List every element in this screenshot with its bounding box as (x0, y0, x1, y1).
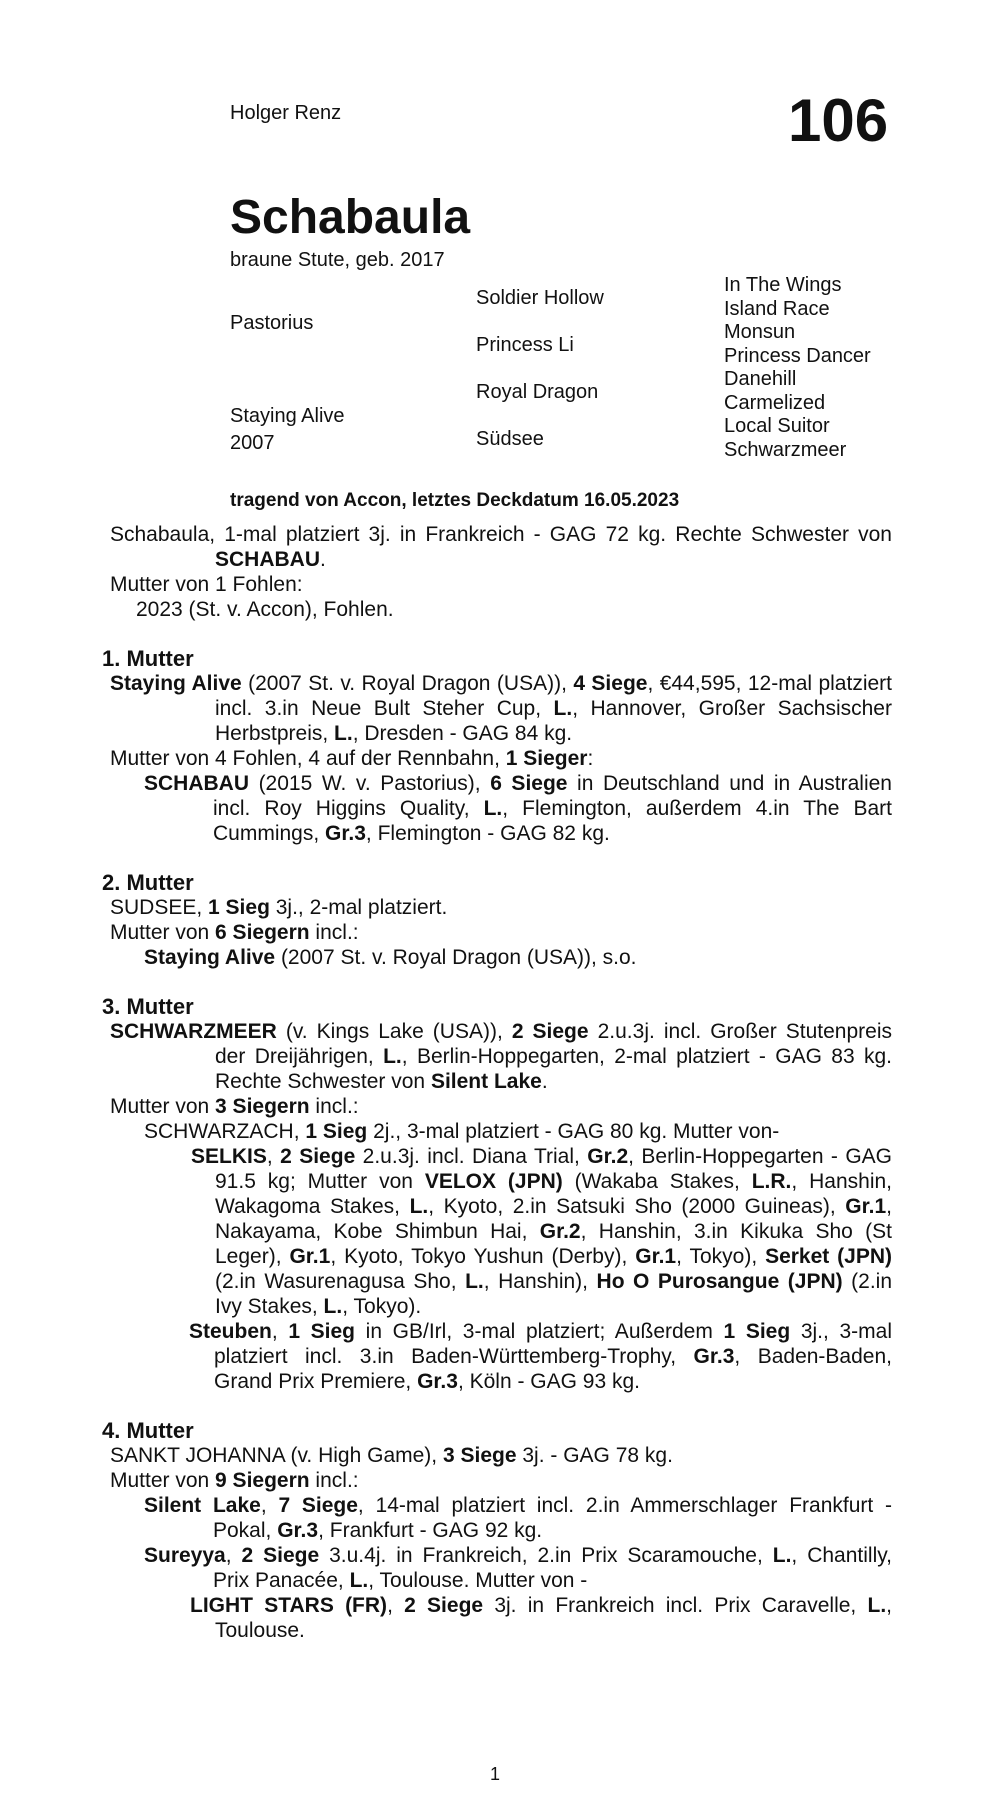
dam-3-grandoffspring-1: SELKIS, 2 Siege 2.u.3j. incl. Diana Trial, Gr.2, Berlin-Hoppegarten - GAG 91.5 kg; Mutter von VELOX (JPN) (Wakaba Stakes, L.R., Hanshin, Wakagoma Stakes, L., Kyoto, 2.in Satsuki Sho (2000 Guineas), Gr.1, Nakayama, Kobe Shimbun Hai, Gr.2, Hanshin, 3.in Kikuka Sho (St Leger), Gr.1, Kyoto, Tokyo Yushun (Derby), Gr.1, Tokyo), Serket (JPN) (2.in Wasurenagusa Sho, L., Hanshin), Ho O Purosangue (JPN) (2.in Ivy Stakes, L., Tokyo). (191, 1145, 893, 1318)
dam-4-record: SANKT JOHANNA (v. High Game), 3 Siege 3j. - GAG 78 kg. (110, 1444, 673, 1467)
horse-description: braune Stute, geb. 2017 (230, 249, 445, 271)
lot-number: 106 (788, 87, 889, 154)
dam-2-produce: Mutter von 6 Siegern incl.: (110, 921, 359, 944)
dam-1-record: Staying Alive (2007 St. v. Royal Dragon (USA)), 4 Siege, €44,595, 12-mal platziert incl. 3.in Neue Bult Steher Cup, L., Hannover, Großer Sachsischer Herbstpreis, L., Dresden - GAG 84 kg. (110, 672, 892, 745)
dam-3-grandoffspring-2: Steuben, 1 Sieg in GB/Irl, 3-mal platziert; Außerdem 1 Sieg 3j., 3-mal platziert incl. 3.in Baden-Württemberg-Trophy, Gr.3, Baden-Baden, Grand Prix Premiere, Gr.3, Köln - GAG 93 kg. (189, 1320, 893, 1393)
pedigree-dam-dam: Südsee (476, 428, 544, 450)
pedigree-ggp-3: Monsun (724, 321, 796, 343)
pedigree-dam-sire: Royal Dragon (476, 381, 599, 403)
produce-item: 2023 (St. v. Accon), Fohlen. (136, 598, 394, 621)
pedigree-ggp-2: Island Race (724, 298, 830, 320)
section-heading-2: 2. Mutter (102, 870, 194, 895)
dam-2-offspring: Staying Alive (2007 St. v. Royal Dragon (USA)), s.o. (144, 946, 637, 969)
dam-3-record: SCHWARZMEER (v. Kings Lake (USA)), 2 Siege 2.u.3j. incl. Großer Stutenpreis der Dreijährigen, L., Berlin-Hoppegarten, 2-mal platziert - GAG 83 kg. Rechte Schwester von Silent Lake. (110, 1020, 892, 1093)
dam-4-offspring-2: Sureyya, 2 Siege 3.u.4j. in Frankreich, 2.in Prix Scaramouche, L., Chantilly, Prix Panacée, L., Toulouse. Mutter von - (144, 1544, 893, 1592)
pedigree-ggp-7: Local Suitor (724, 415, 830, 437)
page-number: 1 (490, 1764, 501, 1784)
dam-4-grandoffspring-1: LIGHT STARS (FR), 2 Siege 3j. in Frankreich incl. Prix Caravelle, L., Toulouse. (190, 1594, 893, 1642)
seller-name: Holger Renz (230, 102, 342, 124)
dam-1-offspring: SCHABAU (2015 W. v. Pastorius), 6 Siege in Deutschland und in Australien incl. Roy Higgins Quality, L., Flemington, außerdem 4.in The Bart Cummings, Gr.3, Flemington - GAG 82 kg. (144, 772, 892, 845)
catalogue-text (102, 522, 893, 1643)
dam-3-produce: Mutter von 3 Siegern incl.: (110, 1095, 359, 1118)
pedigree-sire-sire: Soldier Hollow (476, 287, 604, 309)
dam-4-produce: Mutter von 9 Siegern incl.: (110, 1469, 359, 1492)
pedigree-ggp-1: In The Wings (724, 274, 842, 296)
pedigree-sire: Pastorius (230, 312, 314, 334)
pedigree-ggp-6: Carmelized (724, 392, 826, 414)
pedigree-ggp-8: Schwarzmeer (724, 439, 847, 461)
dam-2-record: SUDSEE, 1 Sieg 3j., 2-mal platziert. (110, 896, 448, 919)
section-heading-1: 1. Mutter (102, 646, 194, 671)
horse-name: Schabaula (230, 191, 471, 244)
pedigree-dam: Staying Alive (230, 405, 345, 427)
dam-3-offspring-1: SCHWARZACH, 1 Sieg 2j., 3-mal platziert - GAG 80 kg. Mutter von- (144, 1120, 780, 1143)
dam-1-produce: Mutter von 4 Fohlen, 4 auf der Rennbahn, 1 Sieger: (110, 747, 594, 770)
pedigree-dam-year: 2007 (230, 432, 275, 454)
pedigree-sire-dam: Princess Li (476, 334, 574, 356)
horse-summary: Schabaula, 1-mal platziert 3j. in Frankreich - GAG 72 kg. Rechte Schwester von SCHABAU. (110, 523, 892, 571)
section-heading-4: 4. Mutter (102, 1418, 194, 1443)
dam-4-offspring-1: Silent Lake, 7 Siege, 14-mal platziert incl. 2.in Ammerschlager Frankfurt - Pokal, Gr.3, Frankfurt - GAG 92 kg. (144, 1494, 892, 1542)
produce-heading: Mutter von 1 Fohlen: (110, 573, 303, 596)
pedigree-ggp-4: Princess Dancer (724, 345, 871, 367)
pregnancy-note: tragend von Accon, letztes Deckdatum 16.05.2023 (230, 490, 680, 511)
pedigree-ggp-5: Danehill (724, 368, 797, 390)
section-heading-3: 3. Mutter (102, 994, 194, 1019)
